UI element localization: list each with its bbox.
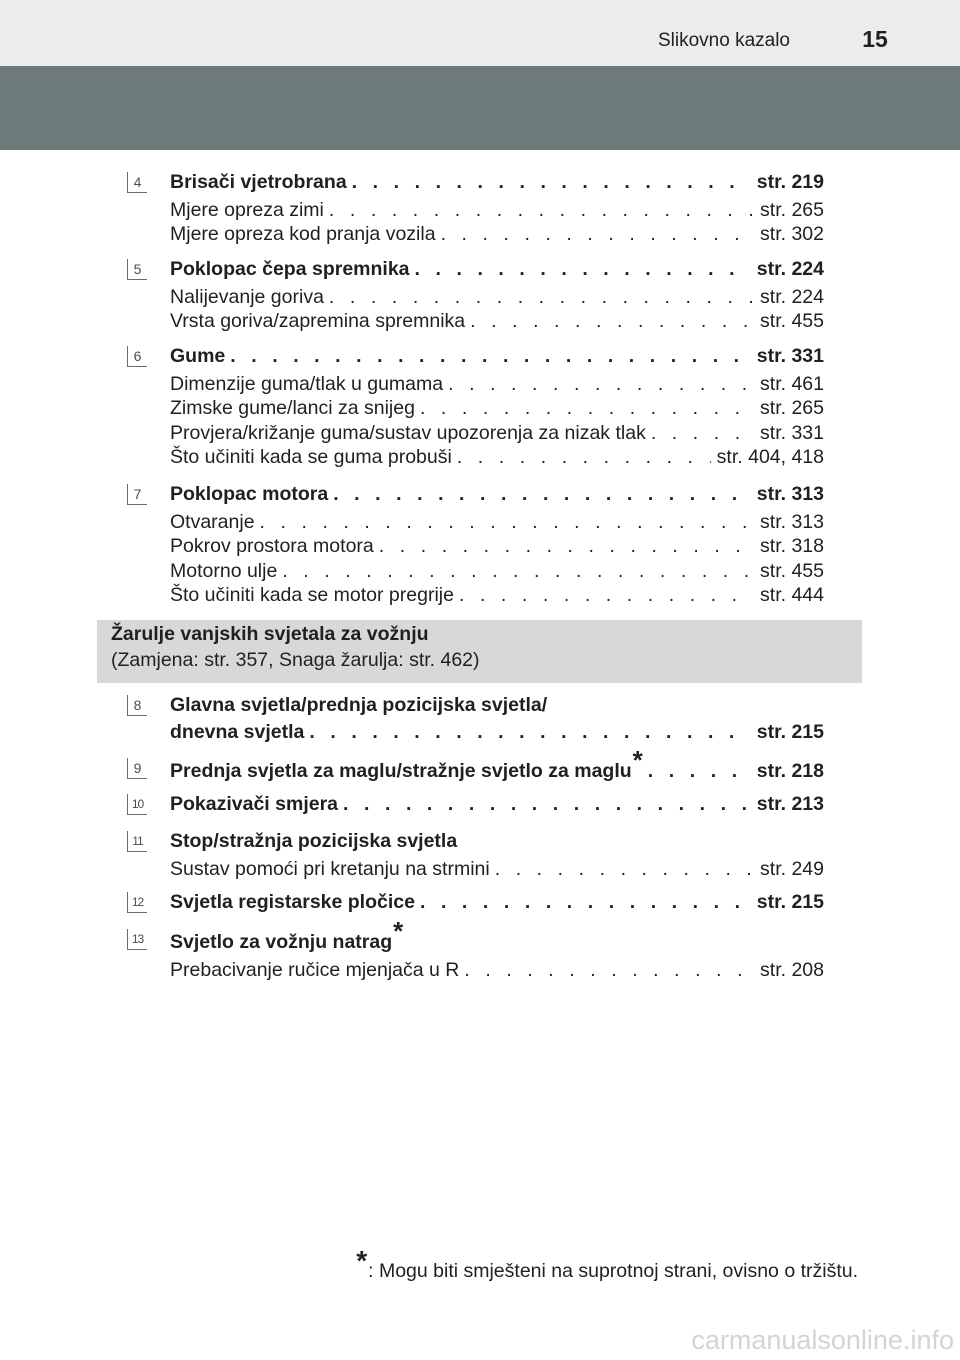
entry-heading bbox=[132, 829, 824, 854]
entry-heading bbox=[131, 916, 824, 955]
dot-leader bbox=[333, 482, 751, 507]
watermark: carmanualsonline.info bbox=[691, 1325, 954, 1355]
sub-entry bbox=[170, 285, 824, 310]
entry-heading-line-1 bbox=[133, 693, 824, 718]
sub-entry bbox=[170, 198, 824, 223]
dot-leader bbox=[420, 396, 754, 421]
sub-entry bbox=[170, 421, 824, 446]
dot-leader bbox=[379, 534, 754, 559]
index-entry-tires bbox=[133, 344, 824, 470]
sub-entry-label: Zimske gume/lanci za snijeg bbox=[170, 397, 415, 419]
dot-leader bbox=[459, 583, 754, 608]
dot-leader bbox=[329, 198, 754, 223]
sub-entry bbox=[170, 583, 824, 608]
footnote-asterisk: * bbox=[356, 1245, 368, 1276]
page-reference[interactable]: str. 313 bbox=[756, 483, 824, 505]
sub-entry-label: Pokrov prostora motora bbox=[170, 535, 374, 557]
page-reference[interactable]: str. 455 bbox=[760, 559, 824, 582]
sub-entry-label: Otvaranje bbox=[170, 510, 255, 533]
callout-number: 7 bbox=[127, 484, 147, 505]
dot-leader bbox=[415, 257, 751, 282]
section-subtitle: (Zamjena: str. 357, Snaga žarulja: str. 462) bbox=[111, 649, 480, 671]
sub-entry bbox=[170, 309, 824, 334]
sub-entry bbox=[170, 510, 824, 535]
dot-leader bbox=[651, 421, 754, 446]
entry-title: Brisači vjetrobrana bbox=[170, 171, 347, 193]
entry-heading bbox=[133, 745, 824, 784]
footnote-text: : Mogu biti smješteni na suprotnoj strani, ovisno o tržištu. bbox=[368, 1260, 858, 1282]
sub-entry bbox=[170, 396, 824, 421]
dot-leader bbox=[648, 759, 751, 784]
callout-number: 8 bbox=[127, 695, 147, 716]
page-reference[interactable]: str. 218 bbox=[756, 760, 824, 782]
index-entry-license-plate-lights bbox=[131, 890, 824, 915]
footnote bbox=[356, 1245, 858, 1284]
index-entry-stop-lights bbox=[132, 829, 824, 881]
page-reference[interactable]: str. 219 bbox=[756, 171, 824, 193]
section-title: Žarulje vanjskih svjetala za vožnju bbox=[111, 623, 429, 645]
dot-leader bbox=[420, 890, 751, 915]
dot-leader bbox=[230, 344, 751, 369]
entry-title: Poklopac čepa spremnika bbox=[170, 258, 410, 280]
dot-leader bbox=[260, 510, 754, 535]
entry-title: Stop/stražnja pozicijska svjetla bbox=[170, 830, 458, 852]
page-reference[interactable]: str. 215 bbox=[756, 720, 824, 743]
sub-entry bbox=[170, 372, 824, 397]
sub-entry-label: Prebacivanje ručice mjenjača u R bbox=[170, 958, 460, 981]
header-band bbox=[0, 66, 960, 150]
sub-entry-label: Mjere opreza zimi bbox=[170, 198, 324, 221]
entry-title: Pokazivači smjera bbox=[170, 793, 339, 815]
dot-leader bbox=[329, 285, 754, 310]
entry-title: Prednja svjetla za maglu/stražnje svjetlo za maglu bbox=[170, 760, 632, 782]
entry-heading bbox=[131, 890, 824, 915]
callout-number: 12 bbox=[127, 892, 147, 913]
index-entry-headlights bbox=[133, 693, 824, 744]
section-header-box bbox=[97, 620, 862, 683]
entry-heading bbox=[131, 792, 824, 817]
dot-leader bbox=[441, 222, 754, 247]
page-reference[interactable]: str. 224 bbox=[756, 258, 824, 280]
index-entry-fog-lights bbox=[133, 745, 824, 784]
page-reference[interactable]: str. 461 bbox=[760, 372, 824, 395]
index-entry-turn-signals bbox=[131, 792, 824, 817]
sub-entry-label: Sustav pomoći pri kretanju na strmini bbox=[170, 857, 490, 880]
asterisk-marker: * bbox=[393, 916, 404, 946]
entry-heading-line-2 bbox=[170, 720, 824, 745]
page-reference[interactable]: str. 302 bbox=[760, 223, 824, 245]
sub-entry bbox=[170, 222, 824, 247]
sub-entry bbox=[170, 857, 824, 882]
page-reference[interactable]: str. 249 bbox=[760, 857, 824, 880]
sub-entry bbox=[170, 534, 824, 559]
page-reference[interactable]: str. 208 bbox=[760, 958, 824, 981]
entry-title: Poklopac motora bbox=[170, 483, 329, 505]
entry-title: Svjetla registarske pločice bbox=[170, 891, 415, 913]
entry-heading bbox=[133, 257, 824, 282]
dot-leader bbox=[464, 958, 754, 983]
page-reference[interactable]: str. 404, 418 bbox=[716, 446, 824, 468]
running-header-title: Slikovno kazalo bbox=[657, 30, 790, 51]
page-reference[interactable]: str. 265 bbox=[760, 397, 824, 419]
sub-entry-label: Nalijevanje goriva bbox=[170, 285, 324, 308]
dot-leader bbox=[352, 170, 751, 195]
page-reference[interactable]: str. 265 bbox=[760, 198, 824, 221]
dot-leader bbox=[309, 720, 750, 745]
index-entry-hood bbox=[133, 482, 824, 608]
page-reference[interactable]: str. 224 bbox=[760, 285, 824, 308]
entry-heading bbox=[133, 170, 824, 195]
sub-entry bbox=[170, 958, 824, 983]
page-reference[interactable]: str. 313 bbox=[760, 510, 824, 533]
page-reference[interactable]: str. 318 bbox=[760, 535, 824, 557]
dot-leader bbox=[282, 559, 754, 584]
callout-number: 5 bbox=[127, 259, 147, 280]
callout-number: 11 bbox=[127, 831, 147, 852]
dot-leader bbox=[457, 445, 711, 470]
sub-entry-label: Dimenzije guma/tlak u gumama bbox=[170, 372, 444, 395]
page-reference[interactable]: str. 444 bbox=[760, 584, 824, 606]
callout-number: 13 bbox=[127, 929, 147, 950]
callout-number: 6 bbox=[127, 346, 147, 367]
sub-entry-label: Motorno ulje bbox=[170, 559, 278, 582]
page-reference[interactable]: str. 455 bbox=[760, 310, 824, 332]
entry-heading bbox=[133, 482, 824, 507]
dot-leader bbox=[495, 857, 754, 882]
callout-number: 4 bbox=[127, 172, 147, 193]
dot-leader bbox=[448, 372, 754, 397]
sub-entry-label: Mjere opreza kod pranja vozila bbox=[170, 223, 436, 245]
entry-title: Svjetlo za vožnju natrag bbox=[170, 931, 393, 953]
entry-title: dnevna svjetla bbox=[170, 720, 305, 743]
sub-entry bbox=[170, 559, 824, 584]
sub-entry-label: Što učiniti kada se motor pregrije bbox=[170, 584, 454, 606]
page-number: 15 bbox=[862, 26, 888, 52]
asterisk-marker: * bbox=[632, 745, 643, 775]
page-reference[interactable]: str. 213 bbox=[756, 793, 824, 815]
index-entry-fuel-door bbox=[133, 257, 824, 334]
dot-leader bbox=[343, 792, 751, 817]
top-strip bbox=[0, 0, 960, 66]
page-reference[interactable]: str. 331 bbox=[760, 421, 824, 444]
entry-heading bbox=[133, 344, 824, 369]
entry-title: Gume bbox=[170, 345, 226, 367]
index-entry-wipers bbox=[133, 170, 824, 247]
page-reference[interactable]: str. 331 bbox=[756, 345, 824, 367]
sub-entry-label: Vrsta goriva/zapremina spremnika bbox=[170, 310, 466, 332]
callout-number: 9 bbox=[127, 758, 147, 779]
sub-entry-label: Što učiniti kada se guma probuši bbox=[170, 446, 452, 468]
index-entry-reverse-light bbox=[131, 916, 824, 982]
callout-number: 10 bbox=[127, 794, 147, 815]
dot-leader bbox=[470, 309, 754, 334]
sub-entry bbox=[170, 445, 824, 470]
page-reference[interactable]: str. 215 bbox=[756, 891, 824, 913]
entry-title: Glavna svjetla/prednja pozicijska svjetla/ bbox=[170, 694, 548, 716]
sub-entry-label: Provjera/križanje guma/sustav upozorenja za nizak tlak bbox=[170, 421, 646, 444]
